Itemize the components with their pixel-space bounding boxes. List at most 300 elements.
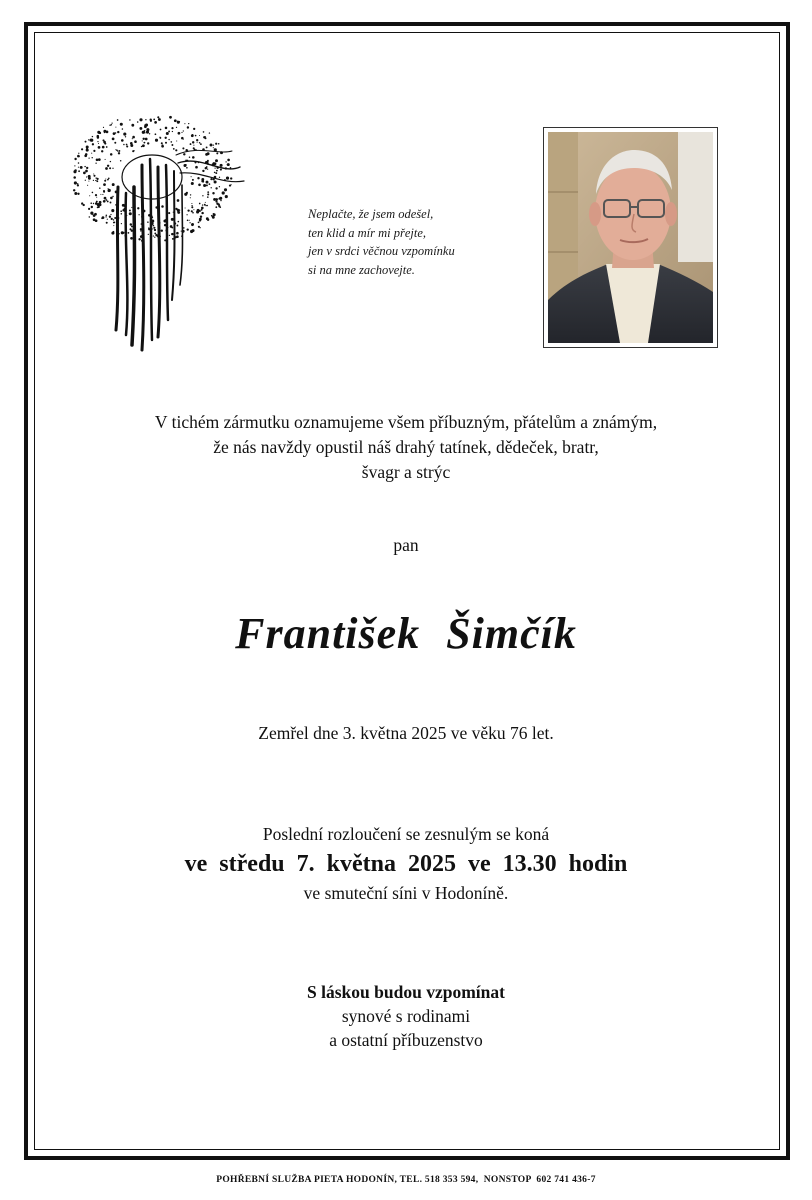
halo-speck	[147, 221, 149, 223]
halo-speck	[153, 235, 154, 236]
halo-speck	[183, 139, 184, 140]
closing-lead: S láskou budou vzpomínat	[307, 982, 505, 1002]
halo-speck	[201, 207, 204, 210]
halo-speck	[224, 188, 227, 191]
halo-speck	[207, 168, 208, 169]
halo-speck	[187, 126, 189, 128]
halo-speck	[129, 228, 131, 230]
halo-speck	[74, 158, 76, 160]
halo-speck	[121, 139, 124, 142]
halo-speck	[93, 150, 95, 152]
halo-speck	[89, 139, 92, 142]
halo-speck	[161, 230, 163, 232]
funeral-place: ve smuteční síni v Hodoníně.	[303, 883, 509, 903]
halo-speck	[153, 225, 155, 227]
halo-speck	[181, 231, 182, 232]
halo-speck	[220, 200, 222, 202]
halo-speck	[103, 200, 106, 203]
halo-speck	[216, 170, 218, 172]
halo-speck	[179, 121, 181, 123]
halo-speck	[206, 161, 209, 164]
halo-speck	[166, 132, 169, 135]
halo-speck	[111, 232, 114, 235]
halo-speck	[187, 219, 189, 221]
halo-speck	[199, 203, 201, 205]
halo-speck	[99, 187, 101, 189]
halo-speck	[218, 143, 220, 145]
halo-speck	[93, 214, 96, 217]
poem-line: Neplačte, že jsem odešel,	[308, 207, 434, 221]
halo-speck	[139, 127, 142, 130]
halo-speck	[85, 141, 87, 143]
halo-speck	[108, 189, 111, 192]
halo-speck	[178, 132, 181, 135]
halo-speck	[113, 225, 114, 226]
halo-speck	[198, 222, 200, 224]
halo-speck	[213, 147, 214, 148]
poem-line: jen v srdci věčnou vzpomínku	[308, 244, 455, 258]
halo-speck	[132, 136, 135, 139]
halo-speck	[147, 142, 149, 144]
halo-speck	[103, 191, 105, 193]
halo-speck	[110, 202, 112, 204]
halo-speck	[192, 212, 194, 214]
halo-speck	[95, 180, 96, 181]
halo-speck	[118, 150, 120, 152]
halo-speck	[215, 206, 217, 208]
halo-speck	[154, 237, 155, 238]
halo-speck	[74, 165, 75, 166]
halo-speck	[230, 177, 232, 179]
halo-speck	[120, 210, 122, 212]
halo-speck	[115, 149, 116, 150]
halo-speck	[170, 141, 172, 143]
halo-speck	[225, 161, 226, 162]
halo-speck	[98, 143, 99, 144]
halo-speck	[177, 209, 178, 210]
halo-speck	[128, 232, 130, 234]
halo-speck	[205, 137, 207, 139]
halo-speck	[191, 205, 192, 206]
halo-speck	[210, 178, 212, 180]
halo-speck	[169, 116, 172, 119]
halo-speck	[85, 170, 88, 173]
halo-speck	[105, 167, 108, 170]
halo-speck	[85, 180, 86, 181]
halo-speck	[95, 177, 96, 178]
halo-speck	[73, 189, 75, 191]
halo-speck	[220, 206, 222, 208]
halo-speck	[211, 187, 212, 188]
halo-speck	[173, 148, 175, 150]
death-notice: Zemřel dne 3. května 2025 ve věku 76 let.	[258, 723, 554, 743]
halo-speck	[153, 119, 155, 121]
halo-speck	[102, 146, 105, 149]
halo-speck	[219, 186, 220, 187]
halo-speck	[215, 200, 217, 202]
halo-speck	[110, 214, 111, 215]
halo-speck	[145, 138, 148, 141]
halo-speck	[144, 130, 146, 132]
halo-speck	[168, 130, 170, 132]
halo-speck	[74, 181, 77, 184]
halo-speck	[112, 168, 113, 169]
halo-speck	[80, 166, 83, 169]
halo-speck	[227, 159, 230, 162]
halo-speck	[191, 223, 194, 226]
halo-speck	[118, 152, 120, 154]
halo-speck	[183, 227, 185, 229]
halo-speck	[155, 133, 157, 135]
halo-speck	[104, 197, 107, 200]
halo-speck	[183, 164, 186, 167]
halo-speck	[176, 225, 178, 227]
halo-speck	[192, 141, 194, 143]
halo-speck	[91, 153, 92, 154]
halo-speck	[186, 167, 188, 169]
halo-speck	[108, 188, 109, 189]
halo-speck	[92, 136, 93, 137]
closing-line: a ostatní příbuzenstvo	[329, 1030, 483, 1050]
halo-speck	[215, 187, 217, 189]
halo-speck	[78, 162, 80, 164]
halo-speck	[177, 199, 180, 202]
halo-speck	[111, 122, 112, 123]
halo-speck	[191, 182, 194, 185]
halo-speck	[214, 180, 217, 183]
halo-speck	[190, 197, 191, 198]
halo-speck	[207, 193, 209, 195]
halo-speck	[193, 147, 195, 149]
halo-speck	[158, 118, 161, 121]
halo-speck	[184, 123, 185, 124]
moon-candles-emblem-icon	[72, 115, 252, 355]
halo-speck	[98, 146, 101, 149]
halo-speck	[95, 219, 98, 222]
halo-speck	[201, 212, 203, 214]
halo-speck	[83, 172, 86, 175]
halo-speck	[77, 155, 80, 158]
halo-speck	[103, 183, 106, 186]
halo-speck	[109, 167, 111, 169]
halo-speck	[193, 145, 194, 146]
halo-speck	[105, 179, 106, 180]
halo-speck	[212, 192, 214, 194]
halo-speck	[199, 135, 200, 136]
portrait-frame	[543, 127, 718, 348]
deceased-name: František Šimčík	[235, 609, 577, 658]
halo-speck	[130, 237, 133, 240]
halo-speck	[196, 139, 198, 141]
halo-speck	[107, 165, 109, 167]
halo-speck	[112, 183, 115, 186]
halo-speck	[96, 201, 98, 203]
halo-speck	[132, 150, 134, 152]
halo-speck	[110, 161, 111, 162]
halo-speck	[142, 144, 145, 147]
halo-speck	[172, 131, 173, 132]
halo-speck	[176, 127, 177, 128]
halo-speck	[215, 143, 217, 145]
halo-speck	[190, 194, 191, 195]
halo-speck	[222, 191, 225, 194]
halo-speck	[93, 203, 94, 204]
halo-speck	[183, 153, 185, 155]
halo-speck	[112, 138, 115, 141]
halo-speck	[189, 222, 190, 223]
halo-speck	[105, 159, 106, 160]
halo-speck	[105, 216, 106, 217]
halo-speck	[130, 223, 132, 225]
halo-speck	[92, 157, 93, 158]
halo-speck	[103, 127, 104, 128]
halo-speck	[207, 191, 209, 193]
halo-speck	[160, 129, 162, 131]
halo-speck	[144, 132, 145, 133]
halo-speck	[171, 218, 174, 221]
halo-speck	[132, 138, 133, 139]
halo-speck	[148, 227, 149, 228]
halo-speck	[191, 229, 194, 232]
halo-speck	[205, 153, 208, 156]
halo-speck	[199, 218, 202, 221]
halo-speck	[104, 180, 106, 182]
announcement-line: V tichém zármutku oznamujeme všem příbuzným, přátelům a známým,	[154, 412, 658, 432]
halo-speck	[192, 179, 194, 181]
halo-speck	[211, 215, 213, 217]
halo-speck	[137, 207, 139, 209]
halo-speck	[121, 231, 124, 234]
halo-speck	[202, 195, 203, 196]
halo-speck	[129, 119, 130, 120]
halo-speck	[145, 119, 146, 120]
halo-speck	[218, 203, 220, 205]
halo-speck	[123, 144, 125, 146]
halo-speck	[131, 207, 132, 208]
halo-speck	[193, 209, 194, 210]
halo-speck	[150, 118, 152, 120]
halo-speck	[202, 204, 203, 205]
halo-speck	[174, 119, 177, 122]
halo-speck	[84, 154, 87, 157]
halo-speck	[88, 175, 91, 178]
halo-speck	[120, 123, 123, 126]
halo-speck	[99, 132, 101, 134]
halo-speck	[97, 207, 99, 209]
halo-speck	[168, 212, 170, 214]
announcement-line: švagr a strýc	[361, 462, 451, 482]
halo-speck	[181, 132, 182, 133]
halo-speck	[200, 215, 202, 217]
halo-speck	[187, 229, 188, 230]
halo-speck	[210, 144, 213, 147]
halo-speck	[91, 206, 93, 208]
halo-speck	[73, 170, 76, 173]
halo-speck	[137, 121, 139, 123]
halo-speck	[191, 206, 193, 208]
halo-speck	[117, 131, 119, 133]
poem-verse	[308, 205, 528, 279]
halo-speck	[106, 222, 108, 224]
halo-speck	[114, 217, 116, 219]
halo-speck	[86, 176, 87, 177]
closing-line: synové s rodinami	[341, 1006, 471, 1026]
halo-speck	[154, 229, 156, 231]
halo-speck	[115, 127, 116, 128]
halo-speck	[206, 181, 209, 184]
halo-speck	[96, 158, 99, 161]
halo-speck	[186, 214, 187, 215]
halo-speck	[171, 233, 173, 235]
halo-speck	[204, 204, 206, 206]
halo-speck	[107, 219, 108, 220]
halo-speck	[227, 177, 228, 178]
halo-speck	[200, 227, 201, 228]
halo-speck	[92, 143, 94, 145]
halo-speck	[130, 144, 133, 147]
halo-speck	[125, 136, 126, 137]
halo-speck	[126, 144, 128, 146]
halo-speck	[165, 127, 168, 130]
halo-speck	[77, 184, 79, 186]
halo-speck	[206, 184, 208, 186]
halo-speck	[189, 220, 190, 221]
halo-speck	[191, 210, 193, 212]
halo-speck	[170, 225, 173, 228]
halo-speck	[216, 152, 218, 154]
halo-speck	[225, 195, 228, 198]
halo-speck	[146, 128, 149, 131]
halo-speck	[149, 133, 150, 134]
halo-speck	[87, 185, 88, 186]
honorific: pan	[393, 535, 419, 555]
halo-speck	[220, 164, 223, 167]
funeral-details	[60, 822, 752, 906]
halo-speck	[73, 176, 76, 179]
halo-speck	[148, 234, 149, 235]
halo-speck	[78, 170, 80, 172]
halo-speck	[97, 141, 98, 142]
halo-speck	[206, 146, 208, 148]
funeral-service-footer: POHŘEBNÍ SLUŽBA PIETA HODONÍN, TEL. 518 353 594, NONSTOP 602 741 436-7	[216, 1175, 596, 1185]
halo-speck	[197, 142, 198, 143]
halo-speck	[86, 146, 89, 149]
halo-speck	[198, 184, 201, 187]
halo-speck	[154, 232, 156, 234]
halo-speck	[99, 203, 102, 206]
halo-speck	[169, 235, 170, 236]
halo-speck	[102, 194, 103, 195]
halo-speck	[122, 128, 124, 130]
halo-speck	[107, 200, 109, 202]
halo-speck	[117, 119, 119, 121]
halo-speck	[112, 196, 113, 197]
halo-speck	[138, 238, 140, 240]
halo-speck	[113, 222, 115, 224]
halo-speck	[202, 170, 204, 172]
halo-speck	[200, 143, 202, 145]
halo-speck	[95, 194, 97, 196]
halo-speck	[101, 150, 103, 152]
halo-speck	[209, 132, 210, 133]
halo-speck	[191, 176, 192, 177]
halo-speck	[110, 197, 113, 200]
halo-speck	[113, 132, 116, 135]
halo-speck	[109, 216, 111, 218]
halo-speck	[203, 131, 205, 133]
halo-speck	[77, 183, 78, 184]
halo-speck	[93, 173, 94, 174]
halo-speck	[193, 128, 195, 130]
halo-speck	[88, 181, 89, 182]
halo-speck	[88, 208, 90, 210]
halo-speck	[109, 125, 110, 126]
halo-speck	[199, 142, 201, 144]
halo-speck	[96, 197, 97, 198]
halo-speck	[219, 197, 222, 200]
halo-speck	[88, 139, 89, 140]
halo-speck	[152, 228, 153, 229]
halo-speck	[176, 140, 177, 141]
halo-speck	[102, 216, 105, 219]
halo-speck	[114, 142, 116, 144]
halo-speck	[106, 199, 108, 201]
closing-signature	[60, 980, 752, 1052]
halo-speck	[205, 205, 206, 206]
halo-speck	[90, 202, 92, 204]
halo-speck	[143, 138, 145, 140]
halo-speck	[157, 116, 159, 118]
halo-speck	[153, 227, 155, 229]
halo-speck	[206, 217, 209, 220]
halo-speck	[220, 169, 222, 171]
halo-speck	[198, 210, 200, 212]
halo-speck	[84, 166, 85, 167]
halo-speck	[78, 167, 79, 168]
halo-speck	[90, 212, 93, 215]
halo-speck	[182, 147, 184, 149]
halo-speck	[209, 183, 211, 185]
halo-speck	[81, 148, 83, 150]
halo-speck	[144, 125, 147, 128]
halo-speck	[195, 166, 198, 169]
halo-speck	[191, 134, 193, 136]
halo-speck	[171, 144, 173, 146]
halo-speck	[113, 219, 115, 221]
halo-speck	[100, 194, 101, 195]
halo-speck	[129, 210, 131, 212]
halo-speck	[215, 168, 216, 169]
halo-speck	[175, 149, 177, 151]
halo-speck	[227, 164, 229, 166]
halo-speck	[178, 221, 180, 223]
halo-speck	[98, 158, 101, 161]
halo-speck	[86, 167, 88, 169]
halo-speck	[93, 175, 95, 177]
halo-speck	[89, 216, 90, 217]
halo-speck	[161, 142, 163, 144]
halo-speck	[111, 218, 113, 220]
halo-speck	[121, 223, 122, 224]
halo-speck	[106, 146, 108, 148]
halo-speck	[93, 180, 94, 181]
halo-speck	[139, 118, 142, 121]
halo-speck	[161, 145, 164, 148]
halo-speck	[83, 204, 85, 206]
halo-speck	[131, 124, 134, 127]
halo-speck	[219, 177, 220, 178]
halo-speck	[140, 230, 141, 231]
